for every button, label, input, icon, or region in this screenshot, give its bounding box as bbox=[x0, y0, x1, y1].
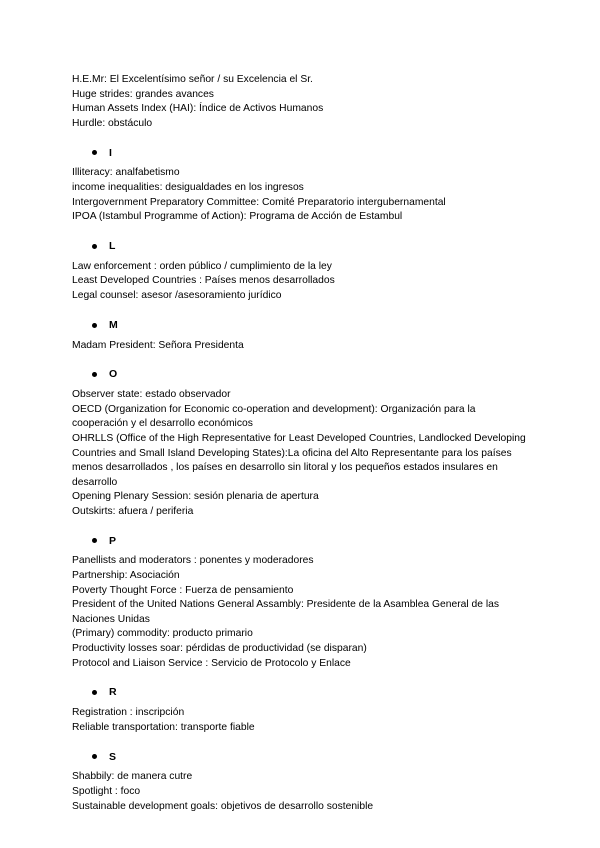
glossary-entry: OECD (Organization for Economic co-operation and development): Organización para la cooperación y el desarrollo económicos bbox=[72, 403, 476, 430]
section-heading bbox=[72, 318, 532, 333]
section-letter: P bbox=[109, 534, 117, 547]
bullet-icon bbox=[92, 244, 97, 249]
glossary-entry: Registration : inscripción bbox=[72, 707, 185, 719]
glossary-entry: income inequalities: desigualdades en los ingresos bbox=[72, 181, 304, 193]
glossary-entry: Law enforcement : orden público / cumplimiento de la ley bbox=[72, 260, 332, 272]
section-i bbox=[72, 145, 532, 224]
glossary-entry: President of the United Nations General Assambly: Presidente de la Asamblea General de las Naciones Unidas bbox=[72, 599, 499, 625]
section-letter: R bbox=[109, 686, 117, 699]
section-m bbox=[72, 318, 532, 354]
glossary-entry: (Primary) commodity: producto primario bbox=[72, 628, 253, 640]
section-heading bbox=[72, 367, 532, 382]
bullet-icon bbox=[92, 754, 97, 759]
glossary-entry: Sustainable development goals: objetivos de desarrollo sostenible bbox=[72, 800, 374, 812]
section-letter: M bbox=[109, 318, 118, 331]
section-heading bbox=[72, 239, 532, 254]
intro-block bbox=[72, 73, 532, 131]
bullet-icon bbox=[92, 538, 97, 543]
glossary-entry: Reliable transportation: transporte fiable bbox=[72, 721, 255, 733]
section-p bbox=[72, 533, 532, 671]
section-letter: S bbox=[109, 750, 117, 763]
glossary-entry: Partnership: Asociación bbox=[72, 570, 180, 582]
glossary-entry: Observer state: estado observador bbox=[72, 389, 231, 401]
glossary-entry: OHRLLS (Office of the High Representative for Least Developed Countries, Landlocked Developing Countries and Small Island Developing States):La oficina del Alto Representante para los países menos desarrollados , los países en desarrollo sin litoral y los pequeños estados insulares en desarrollo bbox=[72, 432, 526, 488]
glossary-entry: Poverty Thought Force : Fuerza de pensamiento bbox=[72, 584, 294, 596]
glossary-entry: Outskirts: afuera / periferia bbox=[72, 505, 194, 517]
section-letter: O bbox=[109, 368, 118, 381]
glossary-content bbox=[72, 73, 532, 814]
bullet-icon bbox=[92, 372, 97, 377]
glossary-entry: Opening Plenary Session: sesión plenaria de apertura bbox=[72, 491, 319, 503]
section-heading bbox=[72, 533, 532, 548]
glossary-entry: Panellists and moderators : ponentes y moderadores bbox=[72, 555, 314, 567]
glossary-entry: Human Assets Index (HAI): Índice de Activos Humanos bbox=[72, 103, 324, 115]
bullet-icon bbox=[92, 690, 97, 695]
glossary-entry: Productivity losses soar: pérdidas de productividad (se disparan) bbox=[72, 643, 367, 655]
glossary-entry: Intergovernment Preparatory Committee: Comité Preparatorio intergubernamental bbox=[72, 196, 446, 208]
section-s bbox=[72, 749, 532, 814]
glossary-entry: Madam President: Señora Presidenta bbox=[72, 339, 244, 351]
glossary-entry: Protocol and Liaison Service : Servicio de Protocolo y Enlace bbox=[72, 657, 351, 669]
bullet-icon bbox=[92, 150, 97, 155]
section-heading bbox=[72, 145, 532, 160]
section-o bbox=[72, 367, 532, 519]
glossary-entry: H.E.Mr: El Excelentísimo señor / su Excelencia el Sr. bbox=[72, 74, 313, 85]
glossary-entry: Illiteracy: analfabetismo bbox=[72, 167, 180, 179]
glossary-entry: Spotlight : foco bbox=[72, 786, 141, 797]
glossary-entry: IPOA (Istambul Programme of Action): Programa de Acción de Estambul bbox=[72, 211, 403, 223]
section-heading bbox=[72, 685, 532, 700]
glossary-entry: Huge strides: grandes avances bbox=[72, 88, 214, 100]
bullet-icon bbox=[92, 323, 97, 328]
section-l bbox=[72, 239, 532, 304]
section-letter: L bbox=[109, 239, 116, 252]
section-heading bbox=[72, 749, 532, 764]
section-r bbox=[72, 685, 532, 735]
section-letter: I bbox=[109, 146, 112, 159]
glossary-entry: Shabbily: de manera cutre bbox=[72, 771, 193, 783]
glossary-entry: Legal counsel: asesor /asesoramiento jurídico bbox=[72, 289, 282, 301]
glossary-entry: Least Developed Countries : Países menos desarrollados bbox=[72, 275, 335, 287]
glossary-entry: Hurdle: obstáculo bbox=[72, 117, 153, 129]
